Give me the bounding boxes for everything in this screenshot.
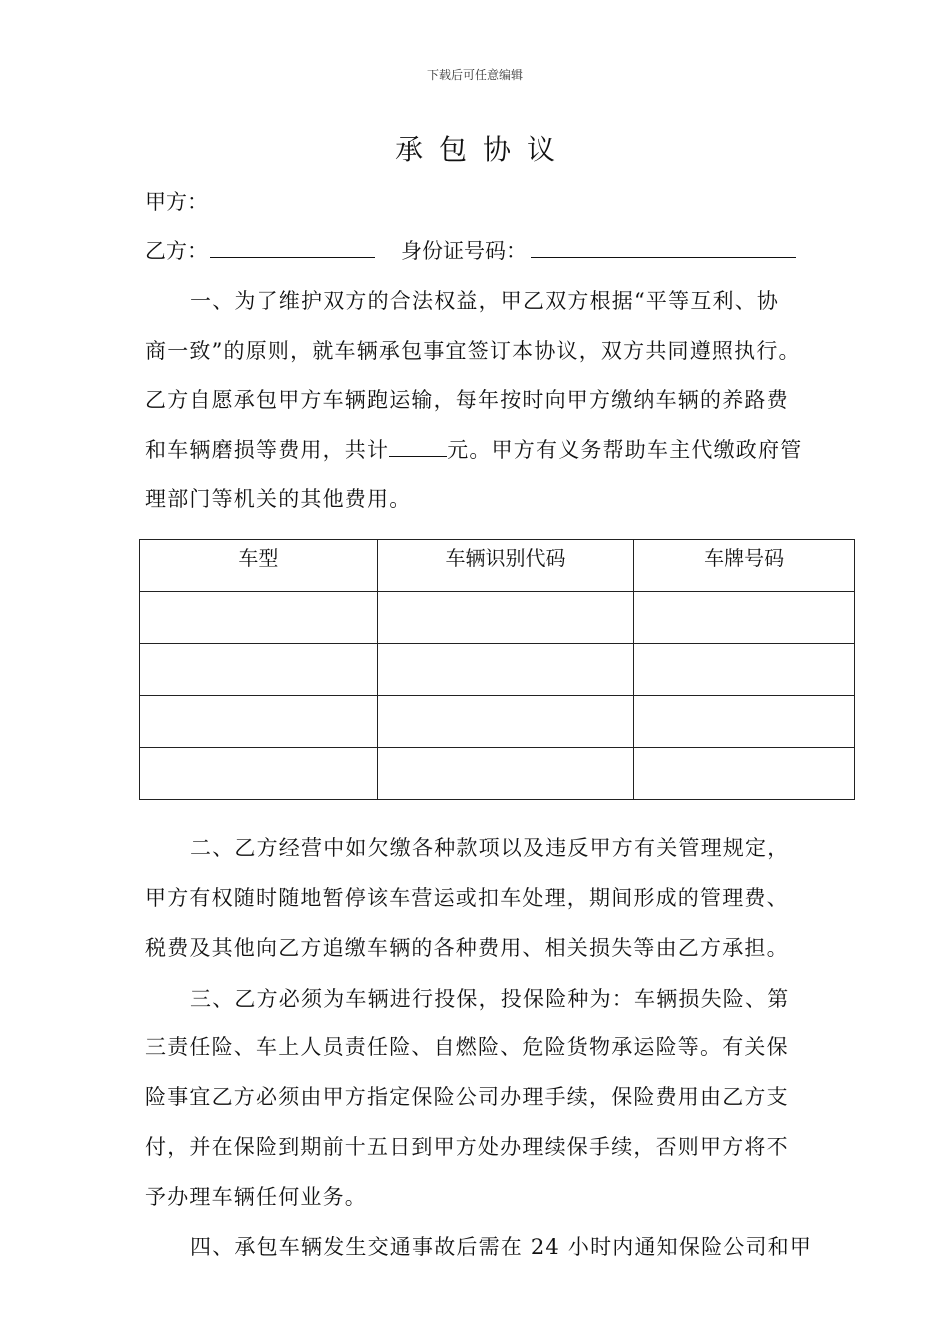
- id-number-blank[interactable]: [531, 237, 796, 258]
- clause3-line-1: 三、乙方必须为车辆进行投保，投保险种为：车辆损失险、第: [190, 987, 790, 1011]
- clause3-line-4: 付，并在保险到期前十五日到甲方处办理续保手续，否则甲方将不: [145, 1135, 789, 1159]
- table-cell[interactable]: [377, 748, 634, 800]
- header-note: 下载后可任意编辑: [426, 68, 523, 82]
- party-b-name-blank[interactable]: [210, 237, 375, 258]
- clause1-line-1: 一、为了维护双方的合法权益，甲乙双方根据“平等互利、协: [190, 289, 780, 313]
- table-cell[interactable]: [140, 644, 378, 696]
- id-number-label: 身份证号码：: [401, 239, 527, 263]
- table-cell[interactable]: [140, 592, 378, 644]
- party-b-label: 乙方：: [145, 239, 208, 263]
- header-vin: 车辆识别代码: [377, 540, 634, 592]
- clause2-line-1: 二、乙方经营中如欠缴各种款项以及违反甲方有关管理规定，: [190, 836, 790, 860]
- clause1-line-3: 乙方自愿承包甲方车辆跑运输，每年按时向甲方缴纳车辆的养路费: [145, 388, 789, 412]
- document-title: 承包协议: [394, 133, 571, 166]
- table-header-row: [140, 540, 855, 592]
- party-a-line: [145, 186, 208, 216]
- header-plate-number: 车牌号码: [634, 540, 855, 592]
- table-row: [140, 592, 855, 644]
- table-cell[interactable]: [140, 696, 378, 748]
- table-row: [140, 748, 855, 800]
- table-row: [140, 696, 855, 748]
- table-cell[interactable]: [377, 592, 634, 644]
- fee-amount-blank[interactable]: [389, 436, 447, 457]
- table-row: [140, 644, 855, 696]
- table-cell[interactable]: [634, 748, 855, 800]
- clause1-line-4-suffix: 元。甲方有义务帮助车主代缴政府管: [447, 438, 803, 462]
- vehicle-table: [139, 539, 855, 800]
- clause1-line-2: 商一致”的原则，就车辆承包事宜签订本协议，双方共同遵照执行。: [145, 339, 801, 363]
- clause3-line-3: 险事宜乙方必须由甲方指定保险公司办理手续，保险费用由乙方支: [145, 1085, 789, 1109]
- header-vehicle-model: 车型: [140, 540, 378, 592]
- clause1-line-5: 理部门等机关的其他费用。: [145, 487, 412, 511]
- clause3-line-5: 予办理车辆任何业务。: [145, 1185, 367, 1209]
- clause2-line-2: 甲方有权随时随地暂停该车营运或扣车处理，期间形成的管理费、: [145, 886, 789, 910]
- table-cell[interactable]: [634, 696, 855, 748]
- clause2-line-3: 税费及其他向乙方追缴车辆的各种费用、相关损失等由乙方承担。: [145, 936, 789, 960]
- party-a-label: 甲方：: [145, 190, 208, 214]
- table-cell[interactable]: [377, 696, 634, 748]
- table-cell[interactable]: [377, 644, 634, 696]
- party-b-line: [145, 235, 796, 265]
- clause4-line-1: 四、承包车辆发生交通事故后需在 24 小时内通知保险公司和甲: [190, 1235, 813, 1259]
- table-cell[interactable]: [140, 748, 378, 800]
- table-cell[interactable]: [634, 592, 855, 644]
- table-cell[interactable]: [634, 644, 855, 696]
- clause1-line-4-prefix: 和车辆磨损等费用，共计: [145, 438, 390, 462]
- clause1-line-4: [145, 434, 805, 464]
- clause3-line-2: 三责任险、车上人员责任险、自燃险、危险货物承运险等。有关保: [145, 1035, 789, 1059]
